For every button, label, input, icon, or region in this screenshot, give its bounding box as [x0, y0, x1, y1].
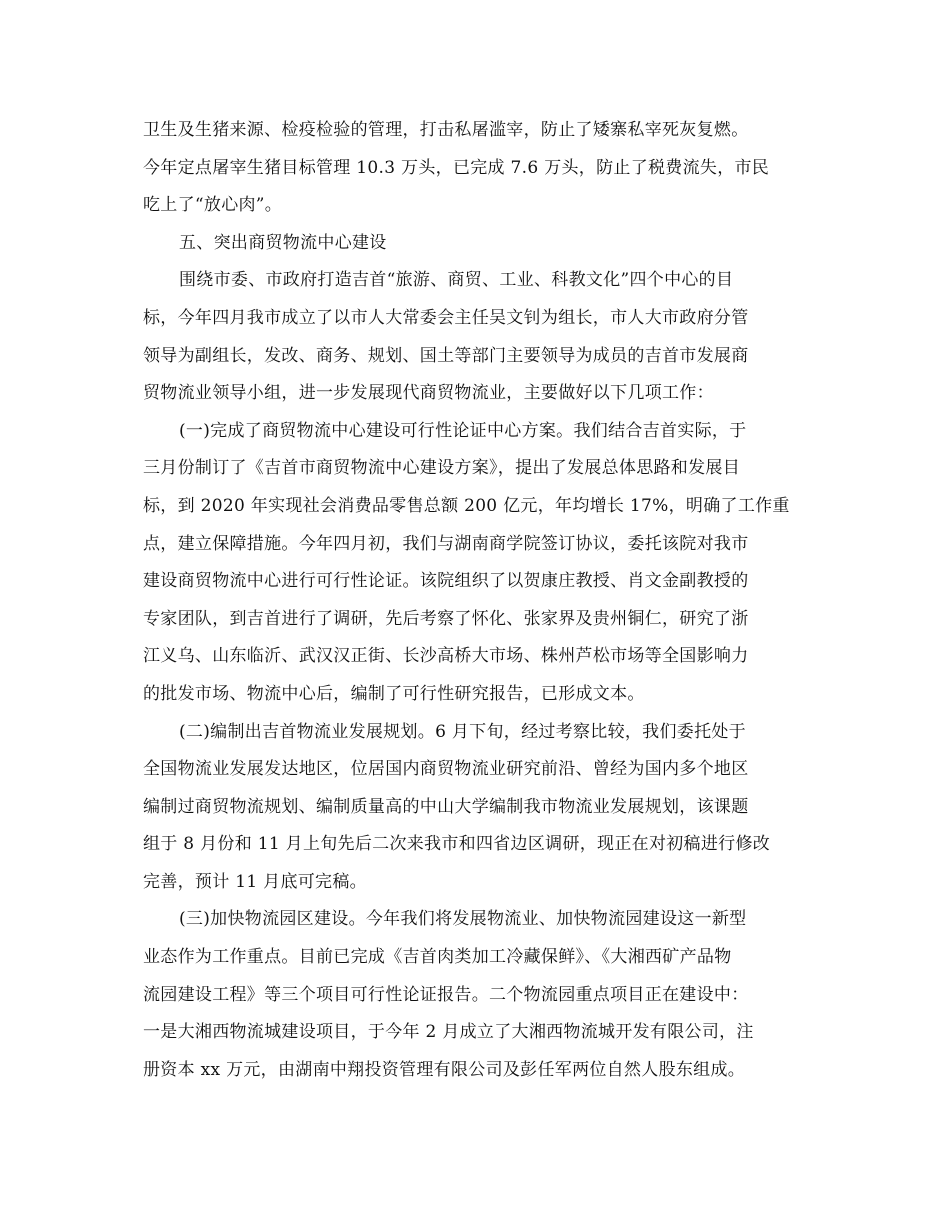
text-line: 一是大湘西物流城建设项目，于今年 2 月成立了大湘西物流城开发有限公司，注 — [143, 1022, 754, 1043]
text-line: 册资本 xx 万元，由湖南中翔投资管理有限公司及彭任军两位自然人股东组成。 — [143, 1059, 746, 1080]
text-line: 编制过商贸物流规划、编制质量高的中山大学编制我市物流业发展规划，该课题 — [143, 796, 749, 817]
text-line: 的批发市场、物流中心后，编制了可行性研究报告，已形成文本。 — [143, 683, 645, 704]
text-line: (二)编制出吉首物流业发展规划。6 月下旬，经过考察比较，我们委托处于 — [179, 721, 746, 742]
text-line: 建设商贸物流中心进行可行性论证。该院组织了以贺康庄教授、肖文金副教授的 — [143, 571, 749, 592]
text-line: 围绕市委、市政府打造吉首“旅游、商贸、工业、科教文化”四个中心的目 — [179, 270, 734, 291]
text-line: 流园建设工程》等三个项目可行性论证报告。二个物流园重点项目正在建设中： — [143, 984, 749, 1005]
text-line: 领导为副组长，发改、商务、规划、国土等部门主要领导为成员的吉首市发展商 — [143, 345, 749, 366]
text-line: 业态作为工作重点。目前已完成《吉首肉类加工冷藏保鲜》、《大湘西矿产品物 — [143, 947, 732, 968]
text-line: 今年定点屠宰生猪目标管理 10.3 万头，已完成 7.6 万头，防止了税费流失，市民 — [143, 157, 770, 178]
text-line: 贸物流业领导小组，进一步发展现代商贸物流业，主要做好以下几项工作： — [143, 383, 714, 404]
text-line: 江义乌、山东临沂、武汉汉正街、长沙高桥大市场、株州芦松市场等全国影响力 — [143, 646, 749, 667]
text-line: 全国物流业发展发达地区，位居国内商贸物流业研究前沿、曾经为国内多个地区 — [143, 759, 749, 780]
text-line: 标，到 2020 年实现社会消费品零售总额 200 亿元，年均增长 17%，明确了工作重 — [143, 495, 790, 516]
text-line: (三)加快物流园区建设。今年我们将发展物流业、加快物流园建设这一新型 — [179, 909, 747, 930]
text-line: 卫生及生猪来源、检疫检验的管理，打击私屠滥宰，防止了矮寨私宰死灰复燃。 — [143, 120, 749, 140]
section-heading: 五、突出商贸物流中心建设 — [179, 232, 387, 253]
document-body — [143, 112, 803, 1089]
text-line: 组于 8 月份和 11 月上旬先后二次来我市和四省边区调研，现正在对初稿进行修改 — [143, 834, 771, 855]
text-line: 吃上了“放心肉”。 — [143, 195, 283, 216]
text-line: 标，今年四月我市成立了以市人大常委会主任吴文钊为组长，市人大市政府分管 — [143, 307, 749, 328]
text-line: 专家团队，到吉首进行了调研，先后考察了怀化、张家界及贵州铜仁，研究了浙 — [143, 608, 749, 629]
text-line: (一)完成了商贸物流中心建设可行性论证中心方案。我们结合吉首实际，于 — [179, 420, 747, 441]
text-line: 点，建立保障措施。今年四月初，我们与湖南商学院签订协议，委托该院对我市 — [143, 533, 749, 554]
text-line: 三月份制订了《吉首市商贸物流中心建设方案》，提出了发展总体思路和发展目 — [143, 458, 740, 479]
text-line: 完善，预计 11 月底可完稿。 — [143, 871, 367, 892]
